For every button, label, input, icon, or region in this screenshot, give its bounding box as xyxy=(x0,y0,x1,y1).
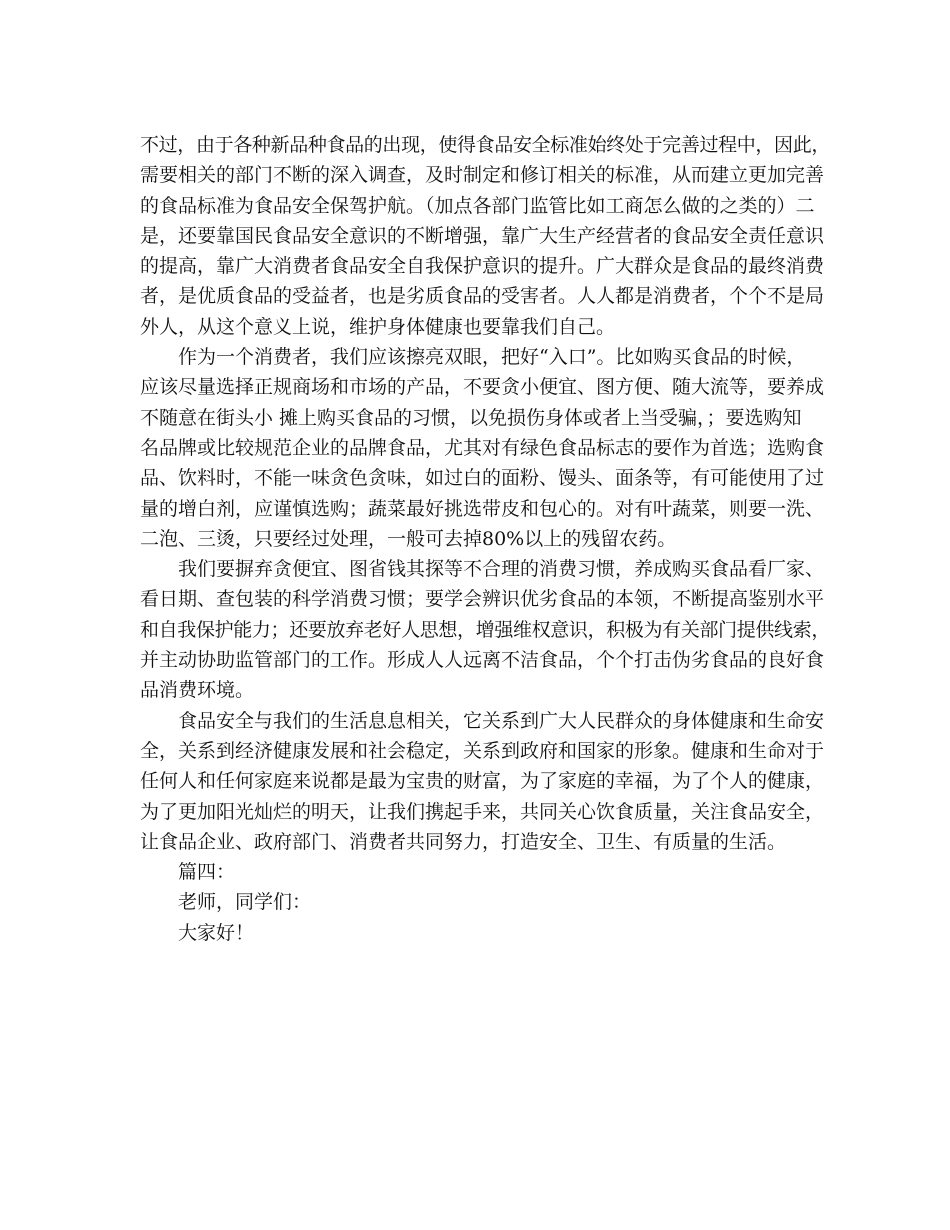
text-line: 品消费环境。 xyxy=(140,679,255,702)
text-line: 名品牌或比较规范企业的品牌食品，尤其对有绿色食品标志的要作为首选；选购食 xyxy=(140,436,825,459)
text-line: 为了更加阳光灿烂的明天，让我们携起手来，共同关心饮食质量，关注食品安全， xyxy=(140,800,825,823)
text-line: 的食品标准为食品安全保驾护航。（加点各部门监管比如工商怎么做的之类的）二 xyxy=(140,194,815,217)
paragraph-2 xyxy=(140,342,830,554)
text-line: 的提高，靠广大消费者食品安全自我保护意识的提升。广大群众是食品的最终消费 xyxy=(140,255,825,278)
text-line: 应该尽量选择正规商场和市场的产品，不要贪小便宜、图方便、随大流等，要养成 xyxy=(140,376,825,399)
text-line: 并主动协助监管部门的工作。形成人人远离不洁食品，个个打击伪劣食品的良好食 xyxy=(140,649,825,672)
greeting: 大家好！ xyxy=(178,921,255,944)
salutation: 老师，同学们： xyxy=(178,891,312,914)
text-line: 作为一个消费者，我们应该擦亮双眼，把好“入口”。比如购买食品的时候， xyxy=(178,346,806,369)
text-line: 让食品企业、政府部门、消费者共同努力，打造安全、卫生、有质量的生活。 xyxy=(140,830,787,853)
paragraph-1 xyxy=(140,130,830,342)
document-body xyxy=(140,130,830,948)
text-line: 需要相关的部门不断的深入调查，及时制定和修订相关的标准，从而建立更加完善 xyxy=(140,164,825,187)
text-line: 我们要摒弃贪便宜、图省钱其探等不合理的消费习惯，养成购买食品看厂家、 xyxy=(178,558,825,581)
text-line: 不过，由于各种新品种食品的出现，使得食品安全标准始终处于完善过程中，因此， xyxy=(140,134,831,156)
text-line: 食品安全与我们的生活息息相关，它关系到广大人民群众的身体健康和生命安 xyxy=(178,709,825,732)
text-line: 二泡、三烫，只要经过处理，一般可去掉80%以上的残留农药。 xyxy=(140,527,677,550)
text-line: 量的增白剂，应谨慎选购；蔬菜最好挑选带皮和包心的。对有叶蔬菜，则要一洗、 xyxy=(140,497,825,520)
section-label: 篇四： xyxy=(178,861,236,884)
text-line: 看日期、查包装的科学消费习惯；要学会辨识优劣食品的本领，不断提高鉴别水平 xyxy=(140,588,825,611)
text-line: 品、饮料时，不能一味贪色贪味，如过白的面粉、馒头、面条等，有可能使用了过 xyxy=(140,467,825,490)
text-line: 全，关系到经济健康发展和社会稳定，关系到政府和国家的形象。健康和生命对于 xyxy=(140,739,825,762)
text-line: 者，是优质食品的受益者，也是劣质食品的受害者。人人都是消费者，个个不是局 xyxy=(140,285,825,308)
paragraph-4 xyxy=(140,706,830,857)
paragraph-3 xyxy=(140,554,830,705)
text-line: 是，还要靠国民食品安全意识的不断增强，靠广大生产经营者的食品安全责任意识 xyxy=(140,224,825,247)
text-line: 外人，从这个意义上说，维护身体健康也要靠我们自己。 xyxy=(140,315,616,338)
text-line: 任何人和任何家庭来说都是最为宝贵的财富，为了家庭的幸福，为了个人的健康， xyxy=(140,770,825,793)
text-line: 不随意在街头小 摊上购买食品的习惯，以免损伤身体或者上当受骗，；要选购知 xyxy=(140,406,802,429)
text-line: 和自我保护能力；还要放弃老好人思想，增强维权意识，积极为有关部门提供线索， xyxy=(140,618,831,641)
